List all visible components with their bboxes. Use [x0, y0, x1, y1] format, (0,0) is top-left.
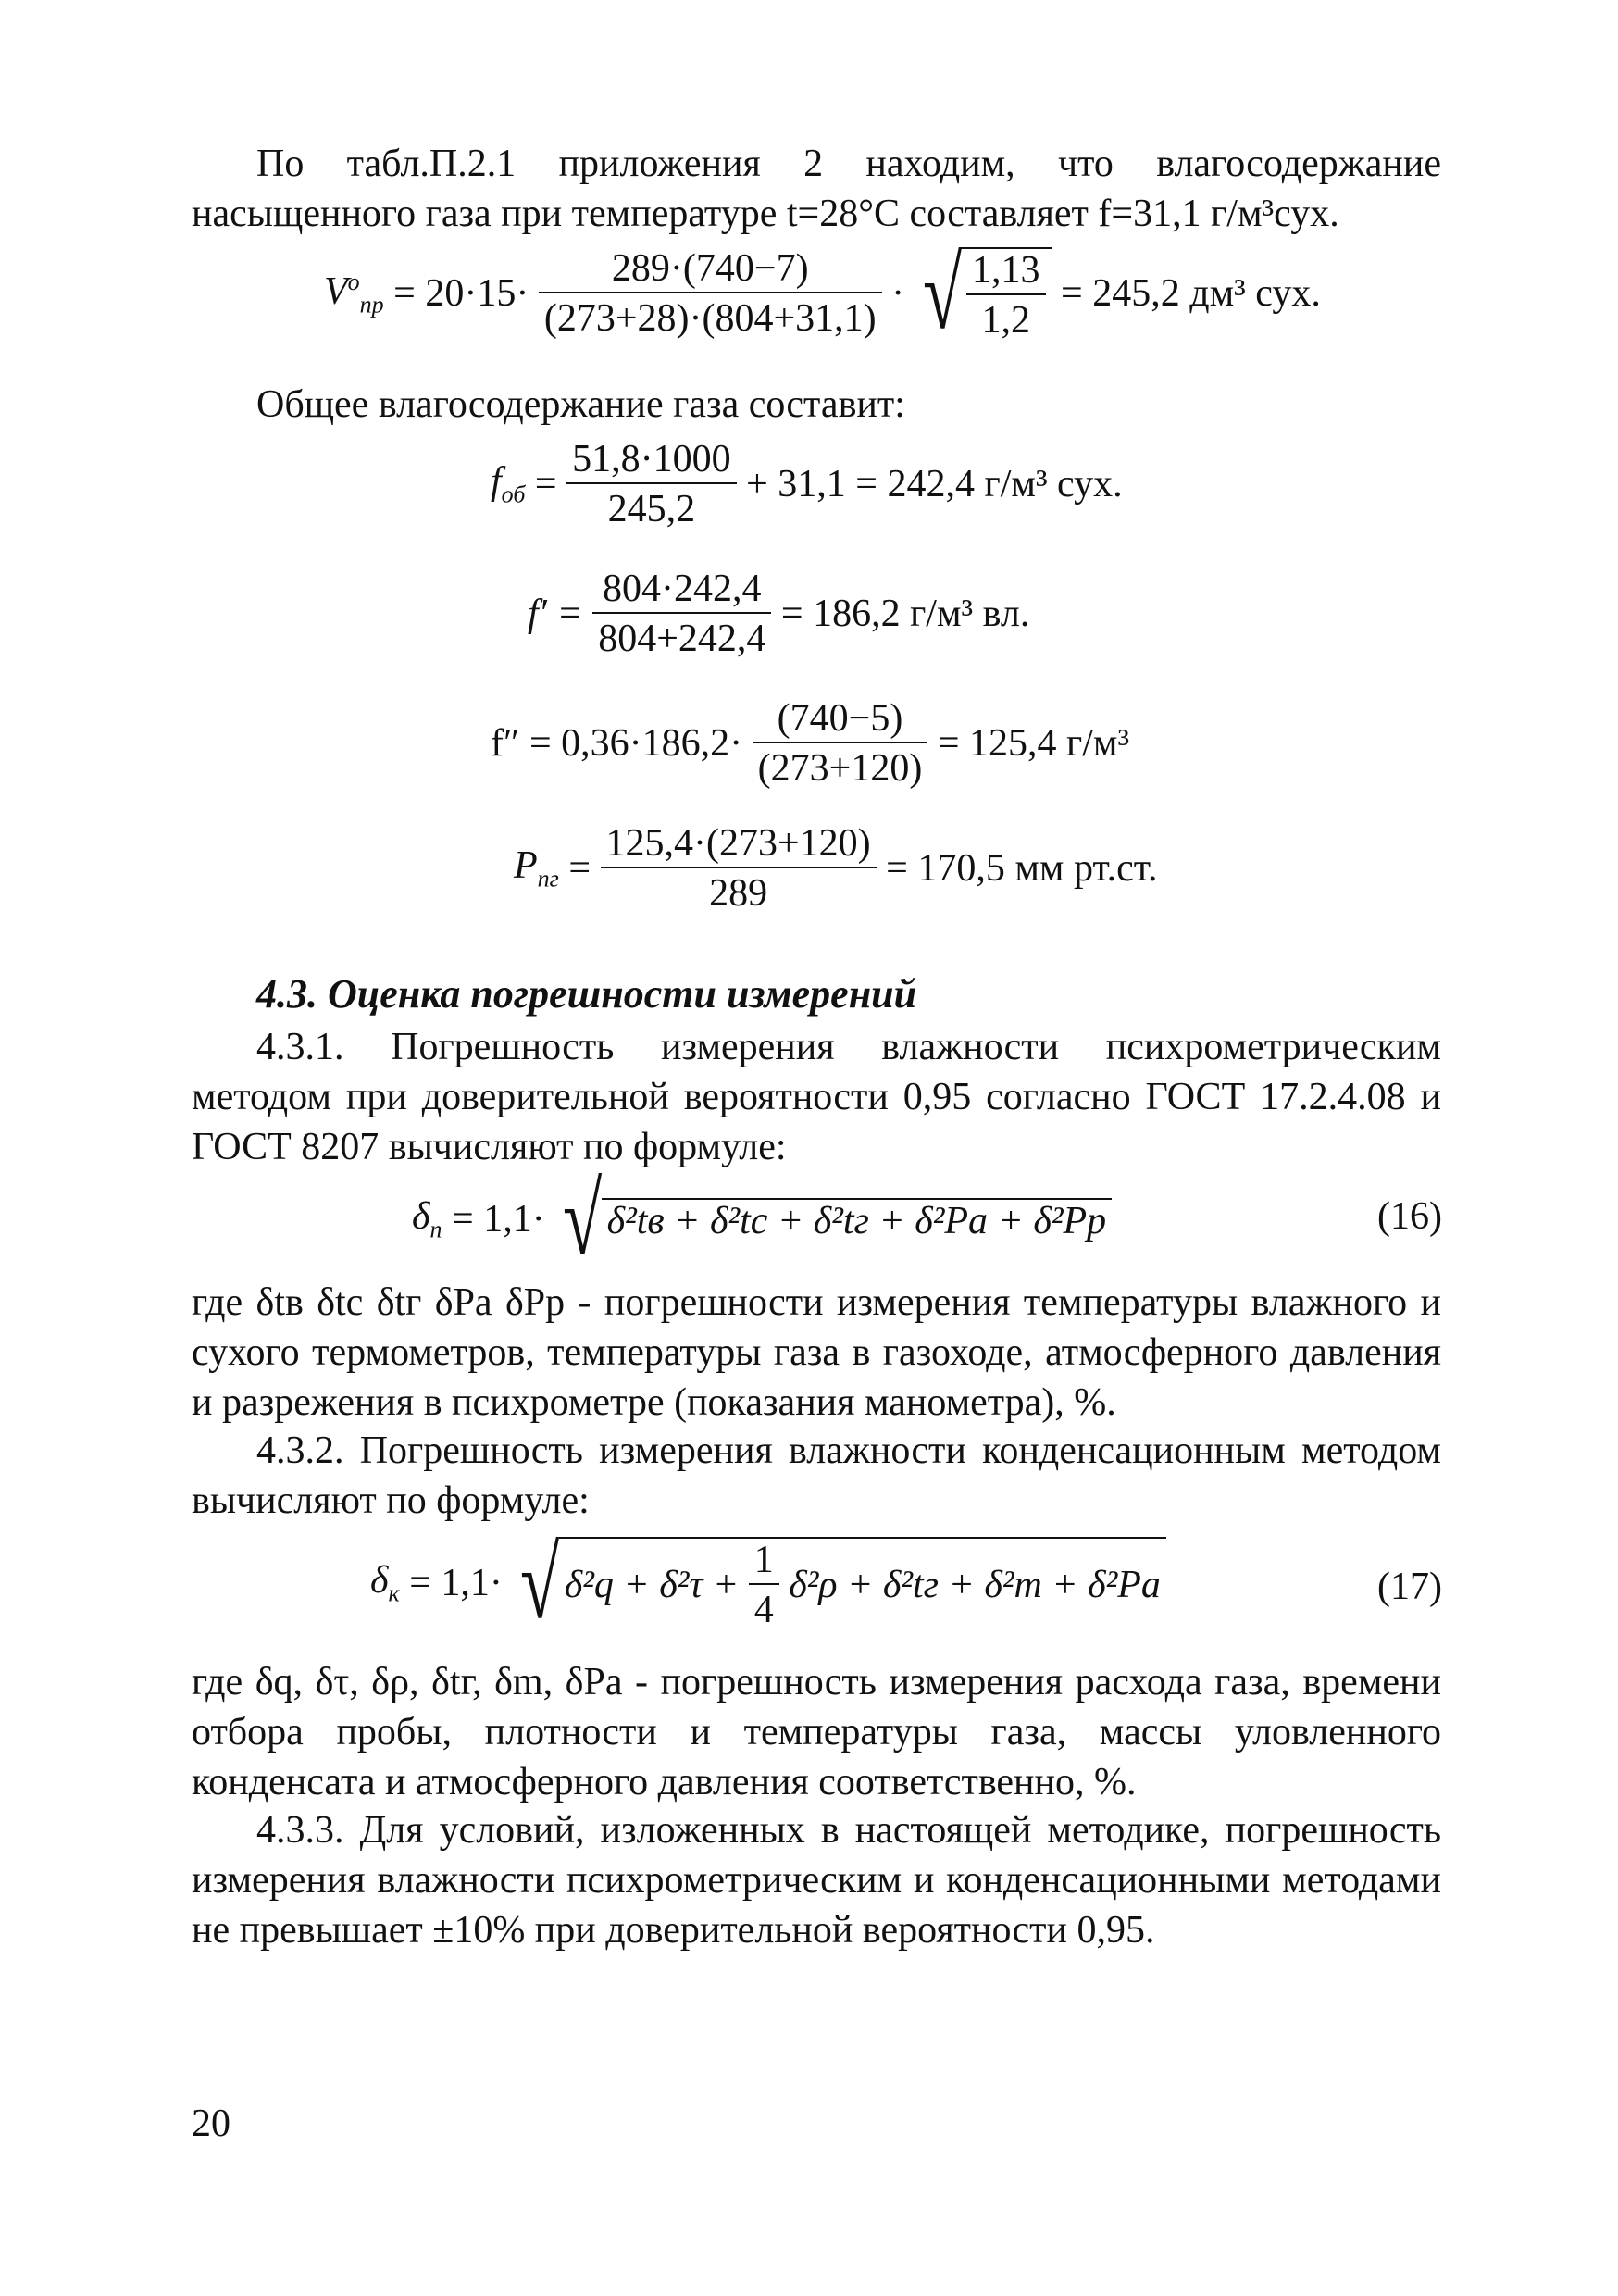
paragraph-4-3-2: 4.3.2. Погрешность измерения влажности конденсационным методом вычисляют по формуле:: [192, 1429, 1441, 1522]
paragraph-total-moisture: Общее влагосодержание газа составит:: [256, 383, 905, 426]
paragraph-where-17: где δq, δτ, δρ, δtг, δm, δPа - погрешность измерения расхода газа, времени отбора пробы, плотности и температуры газа, массы уловленного конденсата и атмосферного давления соответственно, %.: [192, 1661, 1441, 1803]
fraction: $\frac{289\cdot(740-7)}{(273+28)\cdot(804+31,1)}$: [539, 249, 882, 338]
page-number: 20: [192, 2103, 230, 2145]
paragraph-intro: По табл.П.2.1 приложения 2 находим, что влагосодержание насыщенного газа при температуре t=28°С составляет f=31,1 г/м³сух.: [192, 143, 1441, 235]
square-root: √ $\frac{1,13}{1,2}$: [915, 243, 1052, 344]
equation-17: $\delta_к = 1,1\cdot$ √ δ²q + δ²τ + $\frac{1}{4}$ δ²ρ + δ²tг + δ²m + δ²Pа: [370, 1532, 1166, 1634]
equation-gas-volume: $V^о_{пр} = 20\cdot 15\cdot$ $\frac{289\cdot(740-7)}{(273+28)\cdot(804+31,1)}$ · √ $\frac{1,13}{1,2}$ = 245,2 дм³ сух.: [324, 237, 1321, 350]
section-heading: 4.3. Оценка погрешности измерений: [256, 971, 917, 1017]
paragraph-4-3-1: 4.3.1. Погрешность измерения влажности психрометрическим методом при доверительной вероятности 0,95 согласно ГОСТ 17.2.4.08 и ГОСТ 8207 вычисляют по формуле:: [192, 1026, 1441, 1168]
paragraph-4-3-3: 4.3.3. Для условий, изложенных в настоящей методике, погрешность измерения влажности психрометрическим и конденсационными методами не превышает ±10% при доверительной вероятности 0,95.: [192, 1809, 1441, 1952]
equation-f-prime: f′ = $\frac{804\cdot 242,4}{804+242,4}$ = 186,2 г/м³ вл.: [528, 568, 1030, 660]
equation-partial-pressure: $P_{пг}$ = $\frac{125,4\cdot(273+120)}{289}$ = 170,5 мм рт.ст.: [514, 822, 1158, 915]
equation-number-17: (17): [1377, 1566, 1442, 1608]
square-root: √ δ²q + δ²τ + $\frac{1}{4}$ δ²ρ + δ²tг + δ²m + δ²Pа: [512, 1532, 1166, 1634]
equation-f-double-prime: f″ = 0,36·186,2· $\frac{(740-5)}{(273+120)}$ = 125,4 г/м³: [491, 697, 1130, 790]
paragraph-where-16: где δtв δtс δtг δPа δPр - погрешности измерения температуры влажного и сухого термометров, температуры газа в газоходе, атмосферного давления и разрежения в психрометре (показания манометра), %.: [192, 1281, 1441, 1424]
equation-16: $\delta_п = 1,1\cdot$ √ δ²tв + δ²tс + δ²tг + δ²Pа + δ²Pр: [412, 1168, 1112, 1270]
equation-number-16: (16): [1377, 1195, 1442, 1238]
equation-total-moisture: $f_{об}$ = $\frac{51,8\cdot 1000}{245,2}$ + 31,1 = 242,4 г/м³ сух.: [491, 438, 1123, 530]
square-root: √ δ²tв + δ²tс + δ²tг + δ²Pа + δ²Pр: [554, 1168, 1112, 1270]
